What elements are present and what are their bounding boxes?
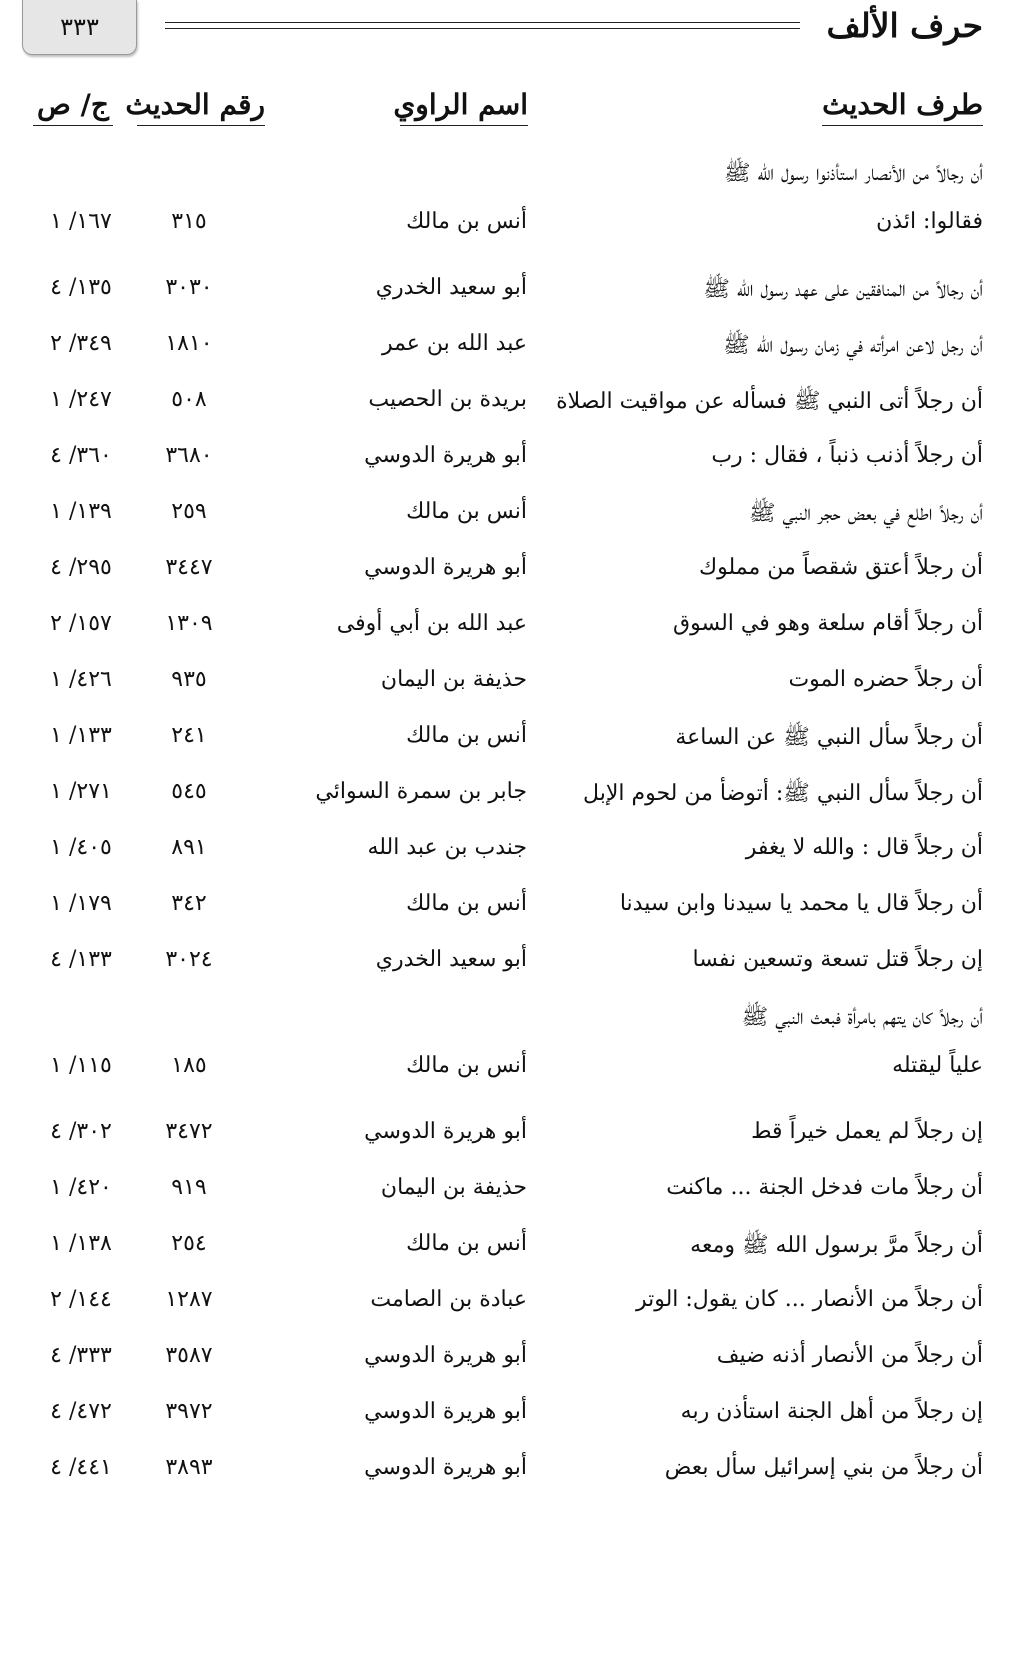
volume-page-ref: ٤٧٢/ ٤ [50, 1399, 112, 1424]
narrator-name: جندب بن عبد الله [367, 835, 527, 860]
narrator-name: بريدة بن الحصيب [368, 387, 527, 412]
volume-page-ref: ١٣٩/ ١ [50, 499, 112, 524]
volume-page-ref: ١٣٣/ ١ [50, 723, 112, 748]
narrator-name: أنس بن مالك [406, 1231, 527, 1256]
narrator-name: أبو هريرة الدوسي [364, 1119, 527, 1144]
hadith-start-continuation: فقالوا: ائذن [876, 209, 983, 234]
hadith-start-text: أن رجلاً أذنب ذنباً ، فقال : رب [711, 443, 983, 468]
volume-page-ref: ٢٧١/ ١ [50, 779, 112, 804]
volume-page-ref: ٢٤٧/ ١ [50, 387, 112, 412]
hadith-start-text: إن رجلاً من أهل الجنة استأذن ربه [680, 1399, 983, 1424]
hadith-number: ٣٤٢ [171, 891, 207, 916]
hadith-start-text: أن رجلاً أقام سلعة وهو في السوق [673, 611, 983, 636]
hadith-start-text: أن رجلاً سأل النبي ﷺ: أتوضأ من لحوم الإبل [583, 781, 983, 806]
hadith-start-text: أن رجلاً كان يتهم بامرأة فبعث النبي ﷺ [741, 1005, 983, 1030]
narrator-name: أبو هريرة الدوسي [364, 1455, 527, 1480]
volume-page-ref: ١٦٧/ ١ [50, 209, 112, 234]
narrator-name: أبو هريرة الدوسي [364, 443, 527, 468]
hadith-number: ٣٤٧٢ [165, 1119, 213, 1144]
volume-page-ref: ١١٥/ ١ [50, 1053, 112, 1078]
hadith-number: ٣٤٤٧ [165, 555, 213, 580]
column-header-hadith-start: طرف الحديث [822, 88, 983, 126]
hadith-number: ٣١٥ [171, 209, 207, 234]
chapter-title: حرف الألف [826, 6, 983, 45]
volume-page-ref: ٢٩٥/ ٤ [50, 555, 112, 580]
volume-page-ref: ٣٠٢/ ٤ [50, 1119, 112, 1144]
hadith-start-continuation: علياً ليقتله [892, 1053, 983, 1078]
hadith-start-text: إن رجلاً لم يعمل خيراً قط [751, 1119, 983, 1144]
volume-page-ref: ٤٠٥/ ١ [50, 835, 112, 860]
narrator-name: عبادة بن الصامت [370, 1287, 527, 1312]
hadith-start-text: إن رجلاً قتل تسعة وتسعين نفسا [692, 947, 983, 972]
hadith-number: ٣٦٨٠ [165, 443, 213, 468]
hadith-number: ٥٠٨ [171, 387, 207, 412]
narrator-name: عبد الله بن عمر [381, 331, 527, 356]
hadith-number: ٣٠٢٤ [165, 947, 213, 972]
header-rule [165, 28, 800, 29]
hadith-start-text: أن رجلاً اطلع في بعض حجر النبي ﷺ [748, 501, 983, 526]
volume-page-ref: ١٤٤/ ٢ [50, 1287, 112, 1312]
hadith-number: ٨٩١ [171, 835, 207, 860]
hadith-number: ٣٨٩٣ [165, 1455, 213, 1480]
volume-page-ref: ٣٣٣/ ٤ [50, 1343, 112, 1368]
hadith-number: ٢٤١ [171, 723, 207, 748]
volume-page-ref: ٣٤٩/ ٢ [50, 331, 112, 356]
hadith-start-text: أن رجلاً من بني إسرائيل سأل بعض [664, 1455, 983, 1480]
volume-page-ref: ٤٢٠/ ١ [50, 1175, 112, 1200]
narrator-name: أبو سعيد الخدري [375, 947, 527, 972]
hadith-start-text: أن رجلاً مات فدخل الجنة ... ماكنت [666, 1175, 983, 1200]
narrator-name: جابر بن سمرة السوائي [315, 779, 527, 804]
page-number-tab [22, 0, 137, 55]
hadith-start-text: أن رجلاً سأل النبي ﷺ عن الساعة [675, 725, 983, 750]
hadith-start-text: أن رجل لاعن امرأته في زمان رسول الله ﷺ [723, 333, 983, 358]
hadith-start-text: أن رجلاً أعتق شقصاً من مملوك [699, 555, 983, 580]
column-header-hadith-number: رقم الحديث [137, 88, 265, 126]
volume-page-ref: ٤٢٦/ ١ [50, 667, 112, 692]
hadith-start-text: أن رجلاً قال يا محمد يا سيدنا وابن سيدنا [619, 891, 983, 916]
column-header-narrator: اسم الراوي [400, 88, 528, 126]
hadith-number: ١٣٠٩ [165, 611, 213, 636]
hadith-number: ٢٥٩ [171, 499, 207, 524]
narrator-name: حذيفة بن اليمان [380, 667, 527, 692]
hadith-number: ٥٤٥ [171, 779, 207, 804]
volume-page-ref: ١٣٥/ ٤ [50, 275, 112, 300]
narrator-name: أنس بن مالك [406, 209, 527, 234]
hadith-number: ٣٠٣٠ [165, 275, 213, 300]
header-rule [165, 22, 800, 23]
hadith-start-text: أن رجلاً أتى النبي ﷺ فسأله عن مواقيت الصلاة [556, 389, 983, 414]
hadith-start-text: أن رجلاً حضره الموت [788, 667, 983, 692]
hadith-number: ٣٥٨٧ [165, 1343, 213, 1368]
hadith-start-text: أن رجلاً من الأنصار أذنه ضيف [716, 1343, 983, 1368]
column-header-volume-page: ج/ ص [33, 88, 113, 126]
narrator-name: أنس بن مالك [406, 723, 527, 748]
volume-page-ref: ١٣٨/ ١ [50, 1231, 112, 1256]
narrator-name: عبد الله بن أبي أوفى [336, 611, 527, 636]
page-number: ٣٣٣ [60, 13, 99, 41]
hadith-start-text: أن رجالاً من المنافقين على عهد رسول الله ﷺ [703, 277, 983, 302]
narrator-name: أنس بن مالك [406, 499, 527, 524]
narrator-name: أبو هريرة الدوسي [364, 1399, 527, 1424]
hadith-start-text: أن رجالاً من الأنصار استأذنوا رسول الله ﷺ [723, 161, 983, 186]
volume-page-ref: ١٥٧/ ٢ [50, 611, 112, 636]
narrator-name: حذيفة بن اليمان [380, 1175, 527, 1200]
hadith-start-text: أن رجلاً من الأنصار ... كان يقول: الوتر [635, 1287, 983, 1312]
narrator-name: أنس بن مالك [406, 891, 527, 916]
volume-page-ref: ١٣٣/ ٤ [50, 947, 112, 972]
volume-page-ref: ٣٦٠/ ٤ [50, 443, 112, 468]
hadith-number: ١٢٨٧ [165, 1287, 213, 1312]
hadith-number: ٩١٩ [171, 1175, 207, 1200]
hadith-start-text: أن رجلاً مرَّ برسول الله ﷺ ومعه [690, 1233, 983, 1258]
hadith-number: ٢٥٤ [171, 1231, 207, 1256]
hadith-number: ١٨١٠ [165, 331, 213, 356]
volume-page-ref: ١٧٩/ ١ [50, 891, 112, 916]
hadith-start-text: أن رجلاً قال : والله لا يغفر [745, 835, 983, 860]
narrator-name: أبو سعيد الخدري [375, 275, 527, 300]
narrator-name: أبو هريرة الدوسي [364, 555, 527, 580]
hadith-number: ٣٩٧٢ [165, 1399, 213, 1424]
narrator-name: أنس بن مالك [406, 1053, 527, 1078]
narrator-name: أبو هريرة الدوسي [364, 1343, 527, 1368]
volume-page-ref: ٤٤١/ ٤ [50, 1455, 112, 1480]
hadith-number: ١٨٥ [171, 1053, 207, 1078]
hadith-number: ٩٣٥ [171, 667, 207, 692]
